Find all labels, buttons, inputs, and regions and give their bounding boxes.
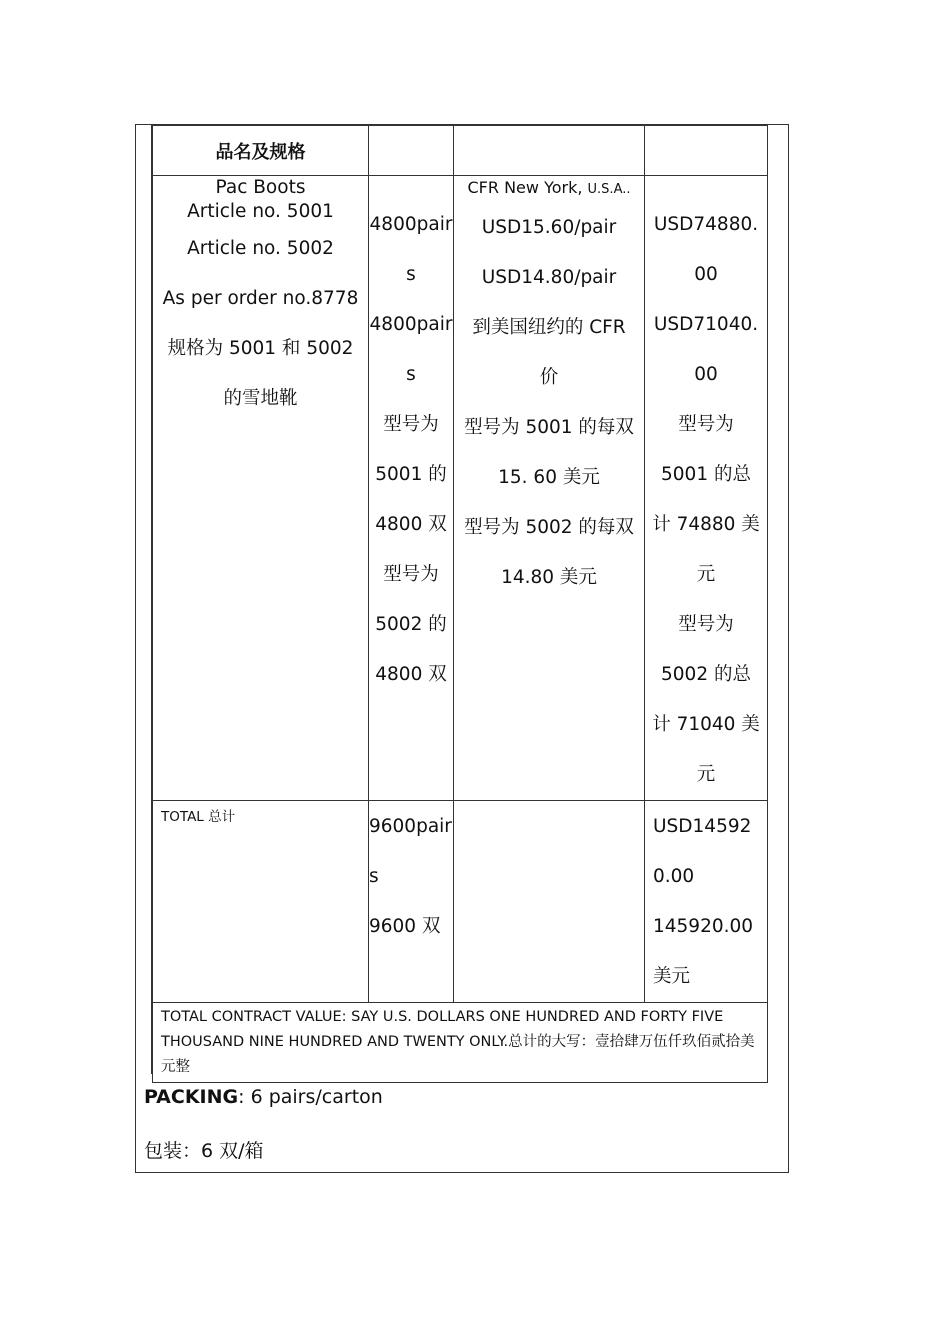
order-reference: As per order no.8778 xyxy=(162,288,359,309)
total-amount-line: 美元 xyxy=(653,966,691,987)
quantity-line: 4800 双 xyxy=(375,664,447,685)
price-line: 14.80 美元 xyxy=(501,567,597,588)
total-amount-cell xyxy=(645,801,768,1003)
header-row xyxy=(153,126,768,176)
quantity-line: 型号为 xyxy=(383,414,439,435)
amount-line: 型号为 xyxy=(678,614,734,635)
item-amount-cell xyxy=(645,176,768,801)
item-description-cell xyxy=(153,176,369,801)
price-line: USD15.60/pair xyxy=(481,217,617,238)
quantity-line: 4800pair xyxy=(369,314,453,335)
amount-line: 元 xyxy=(696,764,716,785)
total-amount-line: 145920.00 xyxy=(653,916,754,937)
quantity-line: s xyxy=(406,364,416,385)
item-row xyxy=(153,176,768,801)
price-line: 型号为 5001 的每双 xyxy=(464,417,634,438)
total-contract-value: TOTAL CONTRACT VALUE: SAY U.S. DOLLARS ONE HUNDRED AND FORTY FIVE THOUSAND NINE HUNDRED AND TWENTY ONLY.总计的大写：壹拾肆万伍仟玖佰贰拾美元整 xyxy=(153,1003,768,1083)
price-terms-country: U.S.A.. xyxy=(587,182,631,197)
total-amount-line: 0.00 xyxy=(653,866,695,887)
price-line: 15. 60 美元 xyxy=(498,467,600,488)
quantity-line: 5002 的 xyxy=(375,614,447,635)
total-quantity-line: s xyxy=(369,866,379,887)
price-line: 价 xyxy=(539,367,559,388)
quantity-line: 4800pair xyxy=(369,214,453,235)
amount-line: 计 74880 美 xyxy=(652,514,760,535)
amount-lines xyxy=(645,200,767,800)
header-name-spec: 品名及规格 xyxy=(153,126,369,176)
price-line: 到美国纽约的 CFR xyxy=(472,317,626,338)
amount-line: 计 71040 美 xyxy=(652,714,760,735)
total-amount-lines xyxy=(645,802,767,1002)
amount-line: 5002 的总 xyxy=(661,664,751,685)
item-price-cell xyxy=(454,176,645,801)
price-terms: CFR New York, xyxy=(467,178,583,197)
amount-line: USD71040. xyxy=(653,314,759,335)
quantity-line: 5001 的 xyxy=(375,464,447,485)
total-quantity-line: 9600 双 xyxy=(369,916,441,937)
price-line: 型号为 5002 的每双 xyxy=(464,517,634,538)
quantity-line: 4800 双 xyxy=(375,514,447,535)
contract-table xyxy=(152,125,768,1083)
header-amount xyxy=(645,126,768,176)
total-quantity-lines xyxy=(369,802,453,952)
total-row xyxy=(153,801,768,1003)
header-quantity xyxy=(369,126,454,176)
total-label: TOTAL 总计 xyxy=(153,801,369,1003)
total-amount-line: USD14592 xyxy=(653,816,752,837)
amount-line: 5001 的总 xyxy=(661,464,751,485)
spec-zh-line-1: 规格为 5001 和 5002 xyxy=(167,338,354,359)
packing-value: : 6 pairs/carton xyxy=(238,1086,383,1108)
amount-line: 元 xyxy=(696,564,716,585)
amount-line: 00 xyxy=(694,264,718,285)
packing-line xyxy=(144,1086,383,1108)
quantity-line: s xyxy=(406,264,416,285)
spec-zh-line-2: 的雪地靴 xyxy=(223,388,298,409)
article-5002: Article no. 5002 xyxy=(187,238,334,259)
packing-label: PACKING xyxy=(144,1086,239,1108)
amount-line: USD74880. xyxy=(653,214,759,235)
total-price-cell xyxy=(454,801,645,1003)
amount-line: 型号为 xyxy=(678,414,734,435)
price-line: USD14.80/pair xyxy=(481,267,617,288)
quantity-line: 型号为 xyxy=(383,564,439,585)
item-name: Pac Boots xyxy=(215,177,306,198)
header-unit-price xyxy=(454,126,645,176)
quantity-lines xyxy=(369,200,453,700)
article-5001: Article no. 5001 xyxy=(187,201,334,222)
total-quantity-line: 9600pair xyxy=(369,816,452,837)
price-terms-line xyxy=(454,176,644,202)
packing-zh: 包装：6 双/箱 xyxy=(144,1140,264,1162)
total-quantity-cell xyxy=(369,801,454,1003)
contract-value-row xyxy=(153,1003,768,1083)
item-quantity-cell xyxy=(369,176,454,801)
amount-line: 00 xyxy=(694,364,718,385)
